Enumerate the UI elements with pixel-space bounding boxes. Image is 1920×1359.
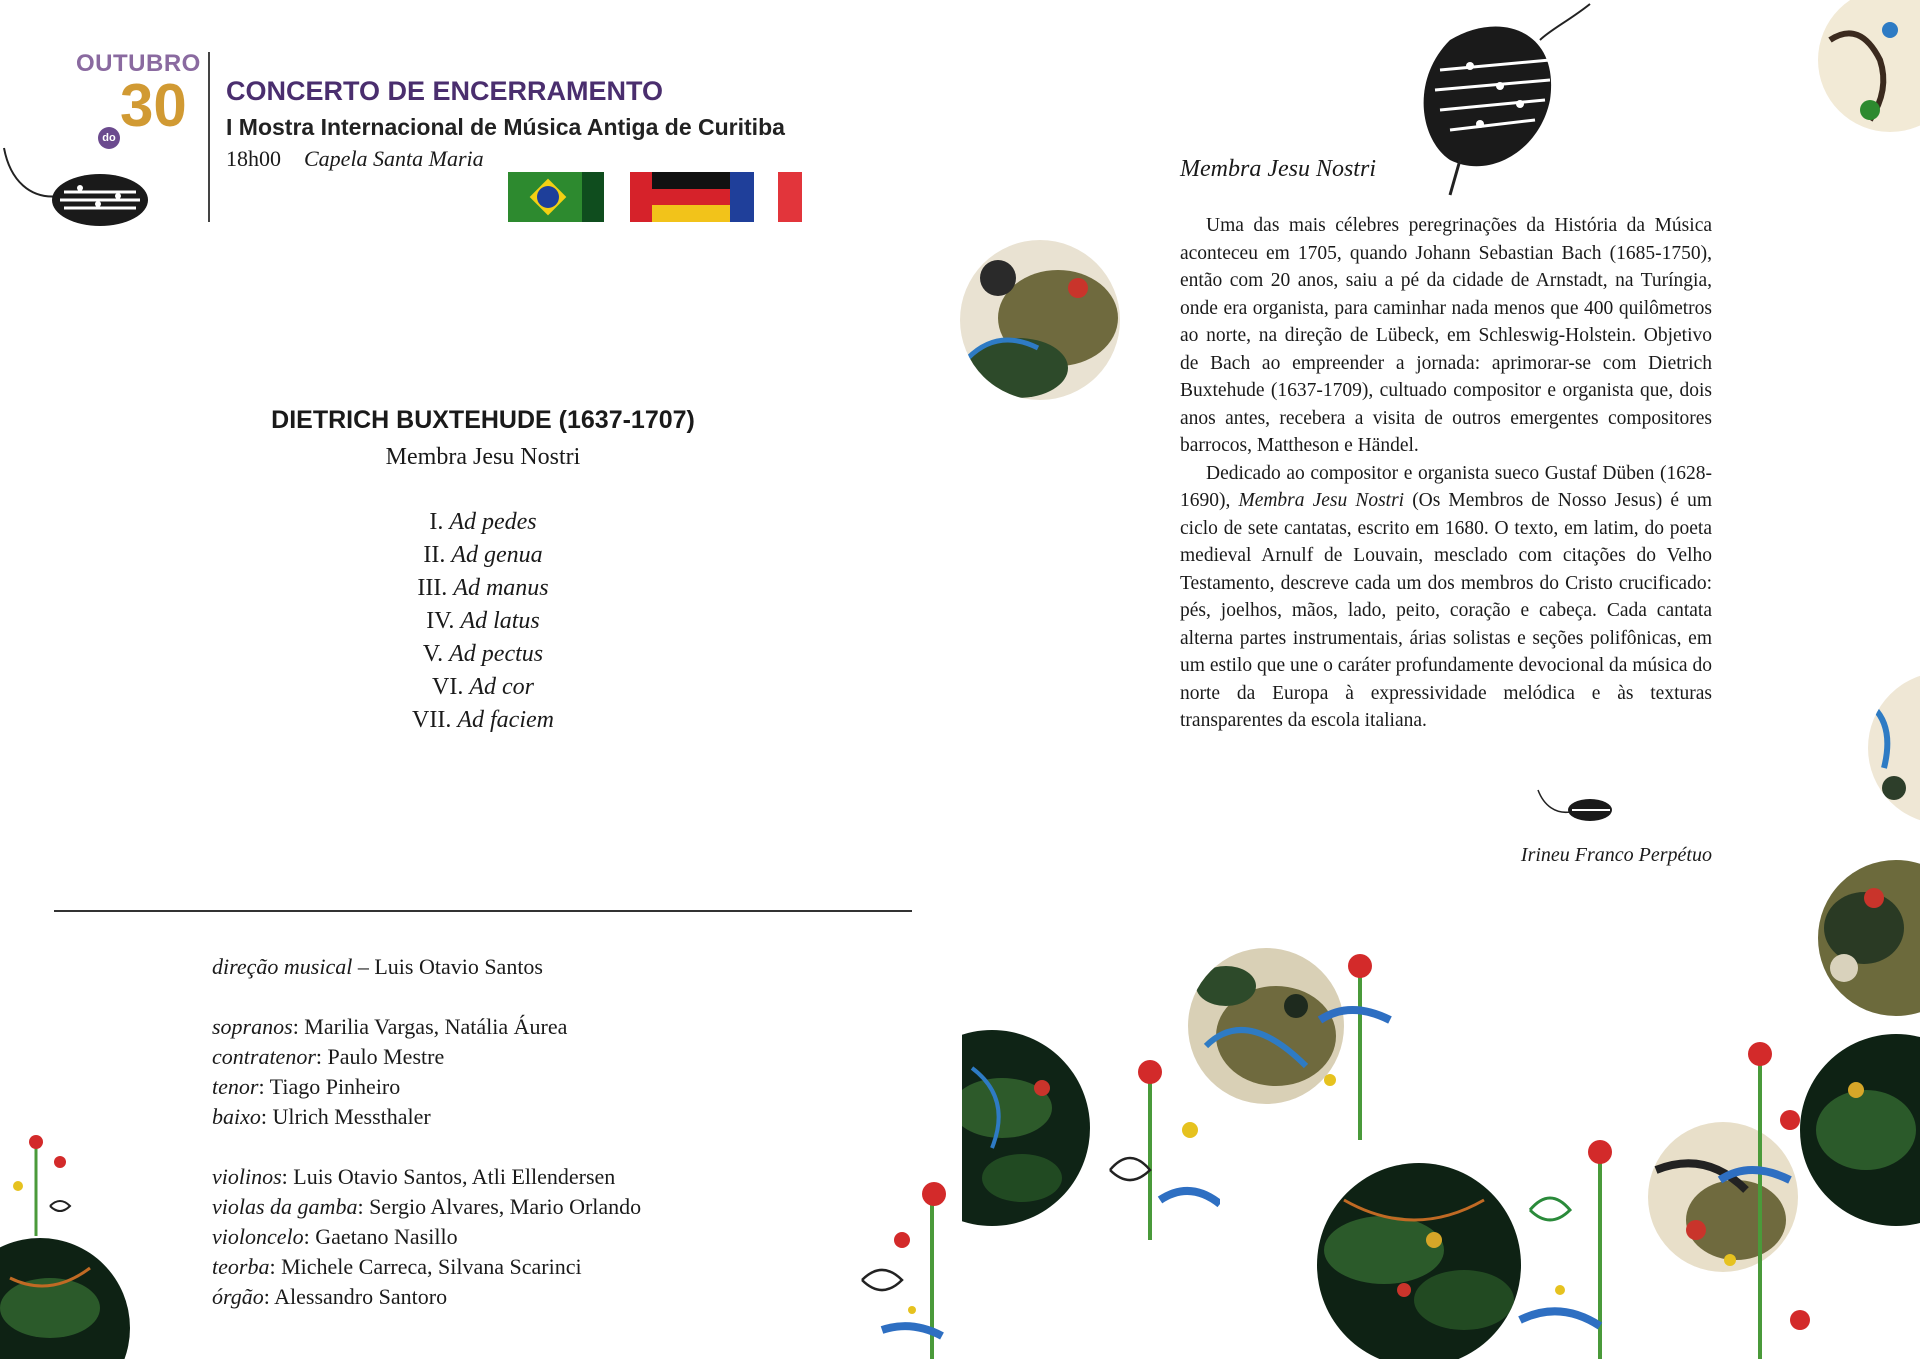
credit-line: contratenor: Paulo Mestre	[212, 1044, 445, 1069]
music-leaf-small-icon	[0, 140, 160, 240]
illustration-circle-icon	[1864, 668, 1920, 828]
list-item: VI. Ad cor	[432, 674, 534, 700]
essay-author: Irineu Franco Perpétuo	[1520, 844, 1712, 866]
brazil-flag-icon	[508, 172, 604, 222]
credit-line: violinos: Luis Otavio Santos, Atli Ellendersen	[212, 1164, 616, 1189]
flower-vine-icon	[1500, 1120, 1650, 1359]
movement-list	[0, 506, 966, 737]
section-divider	[54, 910, 912, 912]
credit-direction: direção musical – Luis Otavio Santos	[212, 954, 543, 979]
essay-heading: Membra Jesu Nostri	[1180, 156, 1376, 182]
list-item: IV. Ad latus	[426, 608, 540, 634]
list-item: II. Ad genua	[423, 542, 543, 568]
flower-vine-icon	[1700, 1020, 1820, 1359]
work-title: Membra Jesu Nostri	[385, 444, 581, 470]
france-flag-icon	[730, 172, 802, 222]
credits-block	[212, 952, 641, 1312]
header-divider	[208, 52, 210, 222]
flower-vine-icon	[1100, 1020, 1220, 1240]
illustration-circle-icon	[1314, 1160, 1524, 1359]
germany-flag-icon	[630, 172, 730, 222]
illustration-circle-icon	[1810, 0, 1920, 140]
date-month: OUTUBRO	[76, 50, 201, 77]
illustration-circle-icon	[958, 238, 1122, 402]
list-item: VII. Ad faciem	[412, 707, 554, 733]
day-badge: do	[98, 127, 120, 149]
date-day: 30	[120, 72, 187, 139]
flower-vine-icon	[1300, 940, 1410, 1140]
festival-name: I Mostra Internacional de Música Antiga de Curitiba	[226, 114, 785, 140]
flower-vine-icon	[0, 1126, 90, 1236]
music-leaf-large-icon	[1410, 0, 1600, 200]
credit-line: baixo: Ulrich Messthaler	[212, 1104, 431, 1129]
credit-line: violoncelo: Gaetano Nasillo	[212, 1224, 458, 1249]
essay-paragraph: Dedicado ao compositor e organista sueco Gustaf Düben (1628-1690), Membra Jesu Nostri (Os Membros de Nosso Jesus) é um ciclo de sete cantatas, escrito em 1680. O texto, em latim, do poeta medieval Arnulf de Louvain, mesclado com citações do Velho Testamento, descreve cada um dos membros do Cristo crucificado: pés, joelhos, mãos, lado, peito, coração e cabeça. Cada cantata alterna partes instrumentais, árias solistas e seções polifônicas, em um estilo que une o caráter profundamente devocional da música do norte da Europa à expressividade melódica e às texturas transparentes da escola italiana.	[1180, 462, 1712, 731]
illustration-circle-icon	[962, 1028, 1090, 1228]
concert-venue: Capela Santa Maria	[304, 146, 484, 171]
credit-line: violas da gamba: Sergio Alvares, Mario Orlando	[212, 1194, 642, 1219]
list-item: I. Ad pedes	[429, 509, 537, 535]
composer-heading: DIETRICH BUXTEHUDE (1637-1707)	[271, 406, 695, 434]
list-item: V. Ad pectus	[422, 641, 544, 667]
list-item: III. Ad manus	[417, 575, 549, 601]
illustration-circle-icon	[1804, 858, 1920, 1018]
essay-body	[1180, 212, 1712, 735]
concert-title: CONCERTO DE ENCERRAMENTO	[226, 76, 664, 106]
credit-line: tenor: Tiago Pinheiro	[212, 1074, 401, 1099]
concert-time: 18h00	[226, 146, 281, 171]
flower-vine-icon	[842, 1160, 962, 1359]
credit-line: órgão: Alessandro Santoro	[212, 1284, 448, 1309]
illustration-circle-icon	[0, 1228, 130, 1359]
music-leaf-tiny-icon	[1536, 786, 1616, 826]
essay-paragraph: Uma das mais célebres peregrinações da História da Música aconteceu em 1705, quando Johann Sebastian Bach (1685-1750), então com 20 anos, saiu a pé da cidade de Arnstadt, na Turíngia, onde era organista, para caminhar nada menos que 400 quilômetros ao norte, na direção de Lübeck, em Schleswig-Holstein. Objetivo de Bach ao empreender a jornada: aprimorar-se com Dietrich Buxtehude (1637-1709), cultuado compositor e organista que, dois anos antes, recebera a visita de outros emergentes compositores barrocos, Mattheson e Händel.	[1180, 215, 1712, 456]
credit-line: teorba: Michele Carreca, Silvana Scarinci	[212, 1254, 582, 1279]
credit-line: sopranos: Marilia Vargas, Natália Áurea	[212, 1014, 568, 1039]
